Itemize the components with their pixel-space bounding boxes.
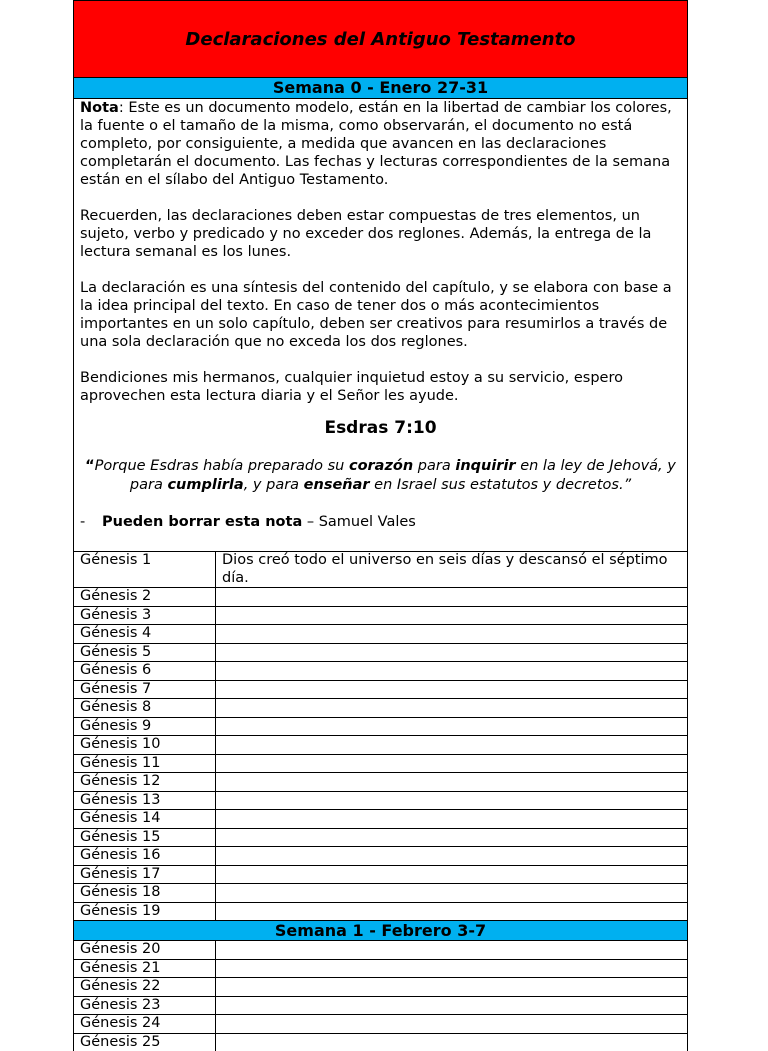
table-row — [74, 978, 687, 997]
verse-text: en la ley de Jehová, y para — [129, 458, 676, 493]
chapter-cell: Génesis 7 — [74, 680, 216, 699]
chapter-cell: Génesis 4 — [74, 625, 216, 644]
chapter-cell: Génesis 16 — [74, 847, 216, 866]
table-row — [74, 643, 687, 662]
table-row — [74, 552, 687, 588]
note-paragraph: Recuerden, las declaraciones deben estar compuestas de tres elementos, un sujeto, verbo y predicado y no exceder dos reglones. Además, la entrega de la lectura semanal es los lunes. — [80, 208, 652, 260]
note-paragraph — [80, 99, 681, 189]
chapter-cell: Génesis 5 — [74, 643, 216, 662]
note-label: Nota — [80, 100, 119, 116]
table-row — [74, 865, 687, 884]
document — [73, 0, 688, 1051]
table-row — [74, 680, 687, 699]
declaration-cell[interactable] — [216, 662, 688, 681]
table-row — [74, 754, 687, 773]
chapter-cell: Génesis 23 — [74, 996, 216, 1015]
chapter-cell: Génesis 6 — [74, 662, 216, 681]
chapter-cell: Génesis 17 — [74, 865, 216, 884]
table-row — [74, 810, 687, 829]
week-heading: Semana 1 - Febrero 3-7 — [74, 920, 687, 941]
verse-text: Porque Esdras había preparado su — [94, 458, 349, 474]
declaration-cell[interactable] — [216, 902, 688, 920]
chapter-cell: Génesis 9 — [74, 717, 216, 736]
table-row — [74, 773, 687, 792]
verse-text: en Israel sus estatutos y decretos. — [369, 477, 624, 493]
verse-open-quote: “ — [85, 458, 95, 474]
note-block — [74, 99, 687, 552]
signature-author: – Samuel Vales — [302, 514, 416, 530]
chapter-cell: Génesis 12 — [74, 773, 216, 792]
table-row — [74, 828, 687, 847]
declaration-cell[interactable] — [216, 810, 688, 829]
declaration-cell[interactable] — [216, 884, 688, 903]
declaration-cell[interactable] — [216, 791, 688, 810]
table-row — [74, 1033, 687, 1051]
table-row — [74, 996, 687, 1015]
declaration-cell[interactable] — [216, 717, 688, 736]
table-row — [74, 791, 687, 810]
declaration-cell[interactable] — [216, 773, 688, 792]
verse-reference: Esdras 7:10 — [324, 418, 437, 438]
chapter-cell: Génesis 20 — [74, 941, 216, 959]
declaration-cell[interactable] — [216, 736, 688, 755]
chapter-cell: Génesis 11 — [74, 754, 216, 773]
declaration-cell[interactable] — [216, 978, 688, 997]
table-row — [74, 884, 687, 903]
declaration-cell[interactable]: Dios creó todo el universo en seis días y descansó el séptimo día. — [222, 552, 668, 586]
week-heading: Semana 0 - Enero 27-31 — [74, 78, 687, 99]
table-row — [74, 606, 687, 625]
chapter-cell: Génesis 15 — [74, 828, 216, 847]
table-row — [74, 902, 687, 920]
verse-emphasis: inquirir — [455, 458, 516, 474]
table-row — [74, 699, 687, 718]
chapter-cell: Génesis 2 — [74, 588, 216, 607]
note-text: : Este es un documento modelo, están en la libertad de cambiar los colores, la fuente o el tamaño de la misma, como observarán, el documento no está completo, por consiguiente, a medida que avancen en las declaraciones completarán el documento. Las fechas y lecturas correspondientes de la semana están en el sílabo del Antiguo Testamento. — [80, 100, 672, 188]
declaration-cell[interactable] — [216, 847, 688, 866]
chapter-cell: Génesis 18 — [74, 884, 216, 903]
declaration-cell[interactable] — [216, 606, 688, 625]
declaration-cell[interactable] — [216, 828, 688, 847]
table-row — [74, 717, 687, 736]
declaration-cell[interactable] — [216, 643, 688, 662]
table-row — [74, 625, 687, 644]
note-paragraph: La declaración es una síntesis del contenido del capítulo, y se elabora con base a la idea principal del texto. En caso de tener dos o más acontecimientos importantes en un solo capítulo, deben ser creativos para resumirlos a través de una sola declaración que no exceda los dos reglones. — [80, 280, 672, 350]
verse-emphasis: cumplirla — [167, 477, 244, 493]
table-row — [74, 588, 687, 607]
chapter-cell: Génesis 24 — [74, 1015, 216, 1034]
chapter-cell: Génesis 3 — [74, 606, 216, 625]
declaration-cell[interactable] — [216, 625, 688, 644]
table-row — [74, 847, 687, 866]
verse-emphasis: enseñar — [303, 477, 370, 493]
table-row — [74, 941, 687, 959]
table-row — [74, 662, 687, 681]
chapter-cell: Génesis 25 — [74, 1033, 216, 1051]
declaration-cell[interactable] — [216, 754, 688, 773]
chapter-table-week-1 — [74, 941, 687, 1051]
signature-line — [80, 513, 681, 533]
chapter-table-week-0 — [74, 552, 687, 920]
table-row — [74, 959, 687, 978]
dash-bullet: - — [80, 514, 86, 530]
verse-quote — [80, 457, 681, 495]
chapter-cell: Génesis 19 — [74, 902, 216, 920]
chapter-cell: Génesis 10 — [74, 736, 216, 755]
chapter-cell: Génesis 13 — [74, 791, 216, 810]
declaration-cell[interactable] — [216, 699, 688, 718]
declaration-cell[interactable] — [216, 865, 688, 884]
declaration-cell[interactable] — [216, 588, 688, 607]
chapter-cell: Génesis 1 — [74, 552, 216, 588]
declaration-cell[interactable] — [216, 959, 688, 978]
signature-bold: Pueden borrar esta nota — [102, 514, 303, 530]
document-title: Declaraciones del Antiguo Testamento — [74, 0, 687, 78]
declaration-cell[interactable] — [216, 941, 688, 959]
chapter-cell: Génesis 14 — [74, 810, 216, 829]
verse-emphasis: corazón — [348, 458, 414, 474]
note-paragraph: Bendiciones mis hermanos, cualquier inquietud estoy a su servicio, espero aprovechen esta lectura diaria y el Señor les ayude. — [80, 370, 623, 404]
declaration-cell[interactable] — [216, 1033, 688, 1051]
declaration-cell[interactable] — [216, 996, 688, 1015]
chapter-cell: Génesis 22 — [74, 978, 216, 997]
declaration-cell[interactable] — [216, 680, 688, 699]
verse-text: , y para — [243, 477, 304, 493]
chapter-cell: Génesis 8 — [74, 699, 216, 718]
chapter-cell: Génesis 21 — [74, 959, 216, 978]
verse-text: para — [413, 458, 456, 474]
verse-close-quote: ” — [623, 477, 632, 493]
table-row — [74, 736, 687, 755]
